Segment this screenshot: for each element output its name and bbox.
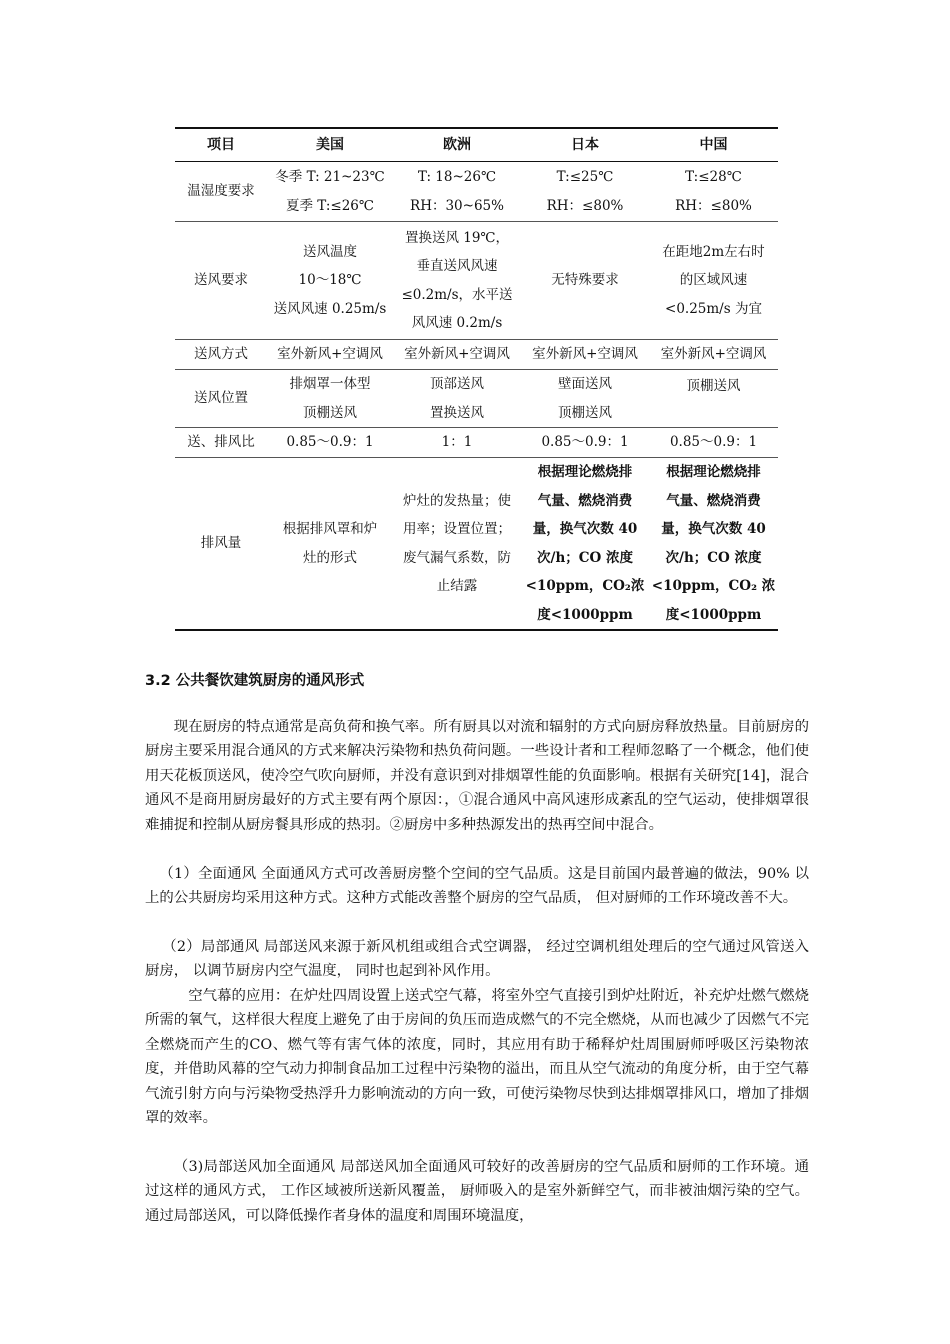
header-usa: 美国	[267, 128, 393, 162]
cell-line: RH：≤80%	[546, 197, 624, 214]
cell-line: 在距地2m左右时	[662, 243, 765, 260]
table-cell: 室外新风+空调风	[649, 340, 778, 370]
table-cell	[649, 162, 778, 222]
table-cell: 室外新风+空调风	[393, 340, 521, 370]
header-europe: 欧洲	[393, 128, 521, 162]
cell-line: 止结露	[436, 578, 478, 594]
cell-line: 置换送风	[430, 404, 484, 421]
cell-line: 夏季 T:≤26℃	[286, 197, 374, 214]
table-row	[175, 162, 778, 222]
cell-line: 废气漏气系数，防	[403, 549, 511, 566]
table-header-row	[175, 128, 778, 162]
cell-line: 度<1000ppm	[665, 606, 762, 623]
cell-line: 用率；设置位置；	[403, 521, 511, 537]
body-paragraph: 现在厨房的特点通常是高负荷和换气率。所有厨具以对流和辐射的方式向厨房释放热量。目前厨房的厨房主要采用混合通风的方式来解决污染物和热负荷问题。一些设计者和工程师忽略了一个概念，他们使用天花板顶送风，使冷空气吹向厨师，并没有意识到对排烟罩性能的负面影响。根据有关研究[14]，混合通风不是商用厨房最好的方式主要有两个原因：，①混合通风中高风速形成紊乱的空气运动，使排烟罩很难捕捉和控制从厨房餐具形成的热羽。②厨房中多种热源发出的热再空间中混合。	[145, 719, 809, 833]
table-cell	[267, 162, 393, 222]
row-label: 送风方式	[175, 340, 267, 370]
row-label: 排风量	[175, 458, 267, 631]
cell-line: <10ppm，CO₂浓	[525, 578, 645, 594]
cell-line: 排烟罩一体型	[289, 376, 371, 392]
cell-line: 壁面送风	[558, 376, 612, 392]
row-label: 送风要求	[175, 222, 267, 340]
table-row	[175, 458, 778, 631]
table-cell	[267, 370, 393, 428]
cell-line: 顶棚送风	[303, 404, 357, 421]
cell-line: T:≤25℃	[556, 169, 614, 185]
cell-line: 炉灶的发热量；使	[403, 492, 511, 509]
table-cell: 0.85～0.9：1	[521, 428, 649, 458]
header-japan: 日本	[521, 128, 649, 162]
cell-line: 次/h；CO 浓度	[665, 549, 762, 566]
cell-line: T: 18~26℃	[417, 169, 497, 185]
body-paragraph: （3)局部送风加全面通风 局部送风加全面通风可较好的改善厨房的空气品质和厨师的工作环境。通过这样的通风方式， 工作区域被所送新风覆盖， 厨师吸入的是室外新鲜空气，而非被油烟污染的空气。通过局部送风，可以降低操作者身体的温度和周围环境温度，	[145, 1159, 809, 1224]
cell-line: 风风速 0.2m/s	[411, 315, 503, 331]
table-cell: 0.85～0.9：1	[267, 428, 393, 458]
cell-line: ≤0.2m/s，水平送	[401, 286, 513, 303]
cell-line: 的区域风速	[679, 272, 748, 289]
cell-line: T:≤28℃	[685, 169, 742, 185]
table-row	[175, 340, 778, 370]
table-cell	[521, 370, 649, 428]
table-cell	[649, 222, 778, 340]
table-cell	[267, 458, 393, 631]
cell-line: 气量、燃烧消费	[666, 492, 761, 509]
cell-line: 次/h；CO 浓度	[537, 549, 633, 566]
table-cell	[521, 222, 649, 340]
body-paragraph: 空气幕的应用：在炉灶四周设置上送式空气幕，将室外空气直接引到炉灶附近，补充炉灶燃气燃烧所需的氧气，这样很大程度上避免了由于房间的负压而造成燃气的不完全燃烧，从而也减少了因燃气不完全燃烧而产生的CO、燃气等有害气体的浓度，同时，其应用有助于稀释炉灶周围厨师呼吸区污染物浓度，并借助风幕的空气动力抑制食品加工过程中污染物的溢出，而且从空气流动的角度分析，由于空气幕气流引射方向与污染物受热浮升力影响流动的方向一致，可使污染物尽快到达排烟罩排风口，增加了排烟罩的效率。	[145, 988, 809, 1127]
cell-line: 冬季 T: 21~23℃	[275, 169, 385, 185]
cell-line: 置换送风 19℃，	[404, 229, 510, 246]
cell-line: 量，换气次数 40	[532, 521, 638, 537]
cell-line: <10ppm，CO₂ 浓	[651, 578, 776, 594]
table-cell	[521, 458, 649, 631]
table-row	[175, 222, 778, 340]
cell-line: 10～18℃	[298, 272, 362, 289]
table-cell	[393, 458, 521, 631]
header-china: 中国	[649, 128, 778, 162]
table-cell	[393, 222, 521, 340]
cell-line: RH：≤80%	[675, 197, 752, 214]
cell-line: 送风温度	[303, 243, 357, 260]
table-cell: 1：1	[393, 428, 521, 458]
cell-line: 顶棚送风	[686, 378, 741, 394]
table-cell	[649, 370, 778, 428]
cell-line: 量，换气次数 40	[661, 521, 766, 537]
section-title: 3.2 公共餐饮建筑厨房的通风形式	[145, 673, 365, 689]
table-row	[175, 370, 778, 428]
cell-line: 无特殊要求	[551, 272, 619, 289]
row-label: 送、排风比	[175, 428, 267, 458]
table-cell	[393, 370, 521, 428]
table-cell	[267, 222, 393, 340]
cell-line: 根据排风罩和炉	[282, 521, 378, 537]
table-cell	[521, 162, 649, 222]
body-paragraph: （1）全面通风 全面通风方式可改善厨房整个空间的空气品质。这是目前国内最普遍的做法，90% 以上的公共厨房均采用这种方式。这种方式能改善整个厨房的空气品质， 但对厨师的工作环境改善不大。	[145, 866, 809, 907]
row-label: 温湿度要求	[175, 162, 267, 222]
cell-line: 度<1000ppm	[537, 606, 633, 623]
cell-line: 气量、燃烧消费	[537, 492, 633, 509]
table-cell: 室外新风+空调风	[521, 340, 649, 370]
cell-line: 顶棚送风	[558, 404, 612, 421]
cell-line: 灶的形式	[303, 549, 357, 566]
cell-line: <0.25m/s 为宜	[665, 300, 762, 317]
header-item: 项目	[175, 128, 267, 162]
table-row	[175, 428, 778, 458]
table-cell: 室外新风+空调风	[267, 340, 393, 370]
row-label: 送风位置	[175, 370, 267, 428]
body-paragraph: （2）局部通风 局部送风来源于新风机组或组合式空调器， 经过空调机组处理后的空气通过风管送入厨房， 以调节厨房内空气温度， 同时也起到补风作用。	[145, 939, 809, 980]
cell-line: RH：30~65%	[410, 197, 504, 214]
cell-line: 根据理论燃烧排	[537, 464, 633, 480]
cell-line: 送风风速 0.25m/s	[273, 300, 387, 317]
cell-line: 顶部送风	[430, 376, 484, 392]
cell-line: 根据理论燃烧排	[666, 464, 761, 480]
table-cell: 0.85～0.9：1	[649, 428, 778, 458]
cell-line: 垂直送风风速	[416, 258, 498, 274]
comparison-table	[175, 127, 778, 631]
table-cell	[649, 458, 778, 631]
table-cell	[393, 162, 521, 222]
